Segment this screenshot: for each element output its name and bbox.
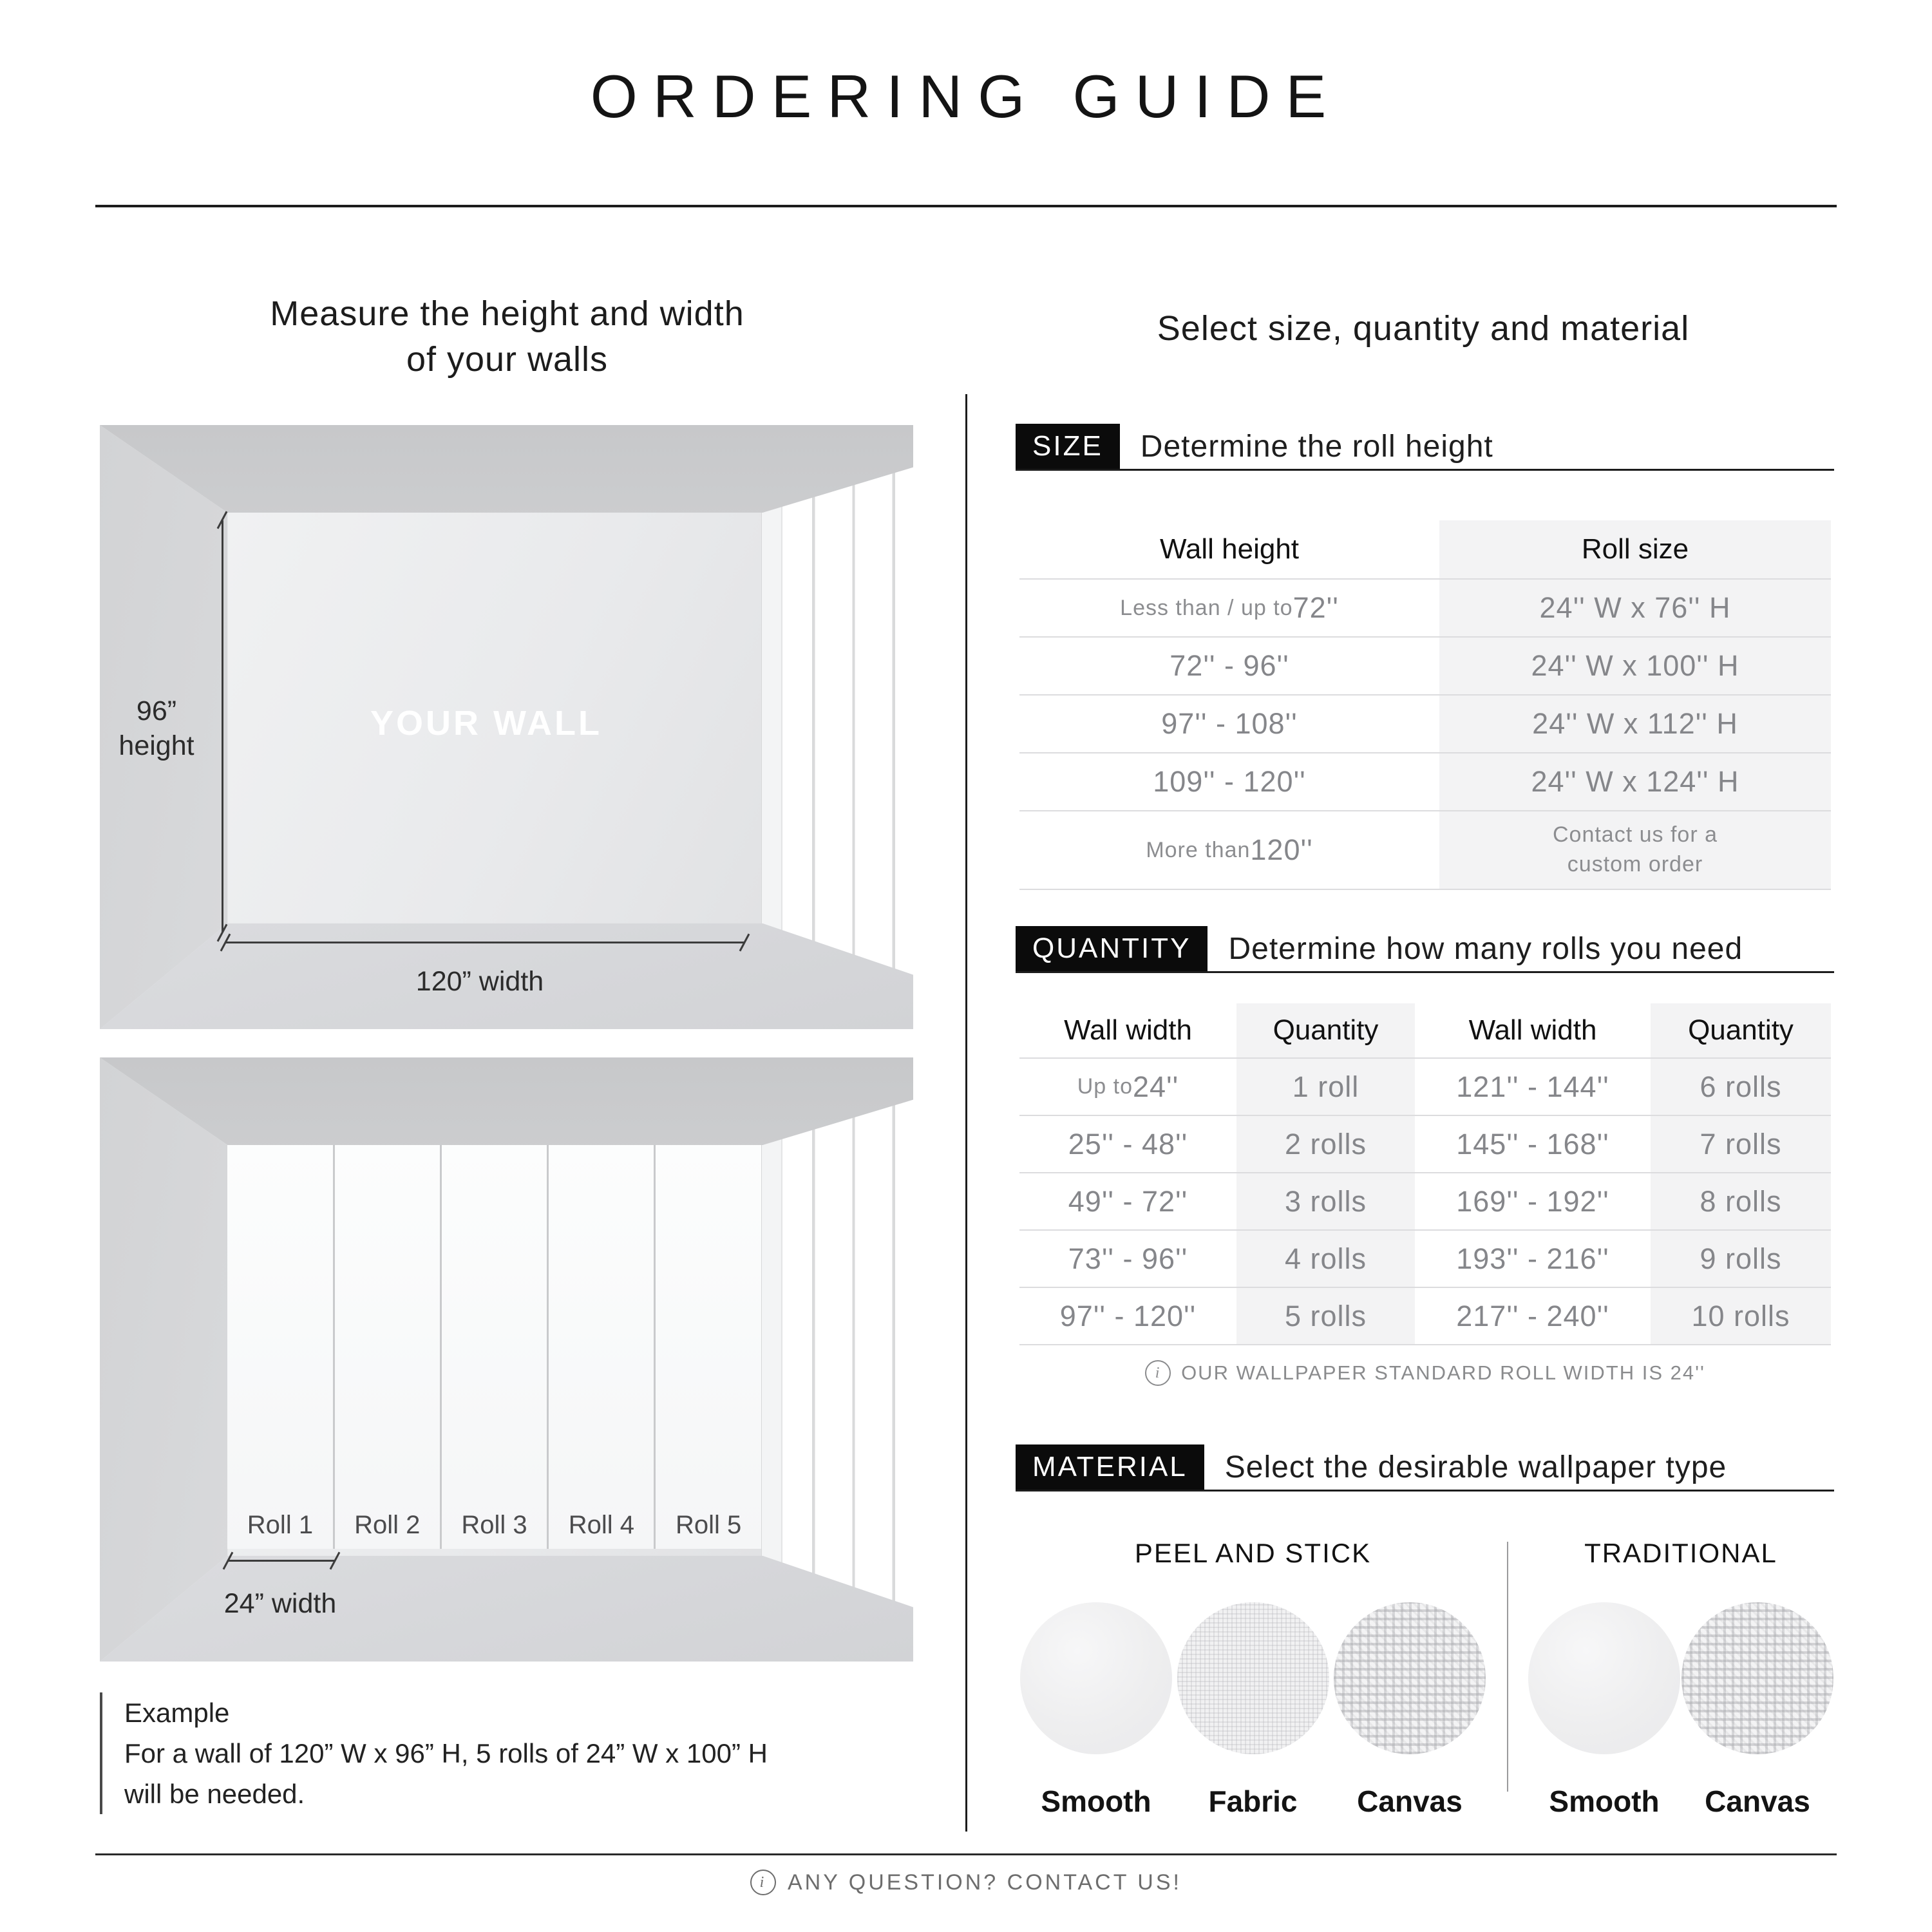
traditional-swatches <box>1528 1602 1834 1819</box>
quantity-table-row <box>1019 1172 1831 1229</box>
quantity-cell: 10 rolls <box>1651 1288 1831 1344</box>
wall-width-cell: 121'' - 144'' <box>1456 1070 1609 1103</box>
roll-panel <box>549 1145 654 1549</box>
wall-height-value: 72'' <box>1293 591 1339 624</box>
info-icon: i <box>750 1870 776 1895</box>
material-badge: MATERIAL <box>1016 1444 1204 1490</box>
fabric-texture-swatch <box>1177 1602 1329 1754</box>
quantity-badge: QUANTITY <box>1016 926 1208 971</box>
window-illustration <box>775 1070 913 1643</box>
material-label: Fabric <box>1208 1785 1298 1818</box>
wall-height-value: 109'' - 120'' <box>1153 765 1306 798</box>
wall-width-cell: 49'' - 72'' <box>1068 1184 1188 1218</box>
canvas-texture-swatch <box>1334 1602 1486 1754</box>
quantity-section-header <box>1016 926 1834 973</box>
wallpaper-roll-panels <box>227 1145 761 1549</box>
quantity-cell: 3 rolls <box>1236 1173 1415 1229</box>
material-option-fabric <box>1177 1602 1330 1819</box>
material-option-canvas <box>1333 1602 1486 1819</box>
size-col-roll-size: Roll size <box>1439 520 1831 578</box>
top-divider-line <box>95 205 1837 207</box>
wall-height-cell <box>1019 696 1439 752</box>
roll-panel <box>227 1145 332 1549</box>
window-jamb <box>761 1124 782 1571</box>
wall-height-cell <box>1019 580 1439 636</box>
quantity-table <box>1019 1003 1831 1345</box>
material-label: Canvas <box>1705 1785 1810 1818</box>
quantity-cell: 4 rolls <box>1236 1231 1415 1287</box>
height-dimension-label <box>100 694 213 764</box>
material-option-smooth <box>1528 1602 1681 1819</box>
quantity-cell: 1 roll <box>1236 1059 1415 1115</box>
roll-panel <box>442 1145 547 1549</box>
roll-size-cell: 24'' W x 100'' H <box>1439 638 1831 694</box>
material-label: Smooth <box>1041 1785 1151 1818</box>
peel-and-stick-title: PEEL AND STICK <box>1134 1538 1372 1568</box>
left-heading-line1: Measure the height and width <box>270 294 744 333</box>
material-option-canvas <box>1681 1602 1834 1819</box>
material-label: Smooth <box>1549 1785 1660 1818</box>
qty-col-quantity-2: Quantity <box>1651 1003 1831 1057</box>
roll-width-dimension-line <box>227 1560 336 1562</box>
left-column-heading <box>100 291 914 383</box>
qty-col-wall-width-2: Wall width <box>1468 1014 1597 1046</box>
footer-text: ANY QUESTION? CONTACT US! <box>788 1870 1182 1895</box>
qty-col-wall-width-1: Wall width <box>1064 1014 1192 1046</box>
roll-panel <box>335 1145 440 1549</box>
roll-label: Roll 4 <box>568 1510 634 1539</box>
size-table <box>1019 520 1831 890</box>
roll-width-note-text: OUR WALLPAPER STANDARD ROLL WIDTH IS 24'' <box>1181 1361 1705 1384</box>
wall-height-value: 72'' - 96'' <box>1170 649 1289 682</box>
quantity-cell: 5 rolls <box>1236 1288 1415 1344</box>
quantity-table-header-row <box>1019 1003 1831 1057</box>
your-wall-label: YOUR WALL <box>370 704 602 743</box>
quantity-table-row <box>1019 1115 1831 1172</box>
height-dimension-line <box>222 520 223 933</box>
smooth-texture-swatch <box>1020 1602 1172 1754</box>
qty-col-quantity-1: Quantity <box>1236 1003 1415 1057</box>
wall-width-cell: 193'' - 216'' <box>1456 1242 1609 1275</box>
roll-size-cell <box>1439 811 1831 889</box>
peel-and-stick-group <box>1019 1538 1486 1819</box>
material-subtitle: Select the desirable wallpaper type <box>1224 1450 1727 1484</box>
info-icon: i <box>1145 1360 1171 1386</box>
roll-width-dimension-label: 24” width <box>223 1588 337 1619</box>
size-table-row <box>1019 578 1831 636</box>
quantity-cell: 8 rolls <box>1651 1173 1831 1229</box>
wall-width-cell: 145'' - 168'' <box>1456 1127 1609 1160</box>
custom-order-text: Contact us for a custom order <box>1552 822 1718 876</box>
wall-width-cell: 97'' - 120'' <box>1059 1299 1197 1332</box>
size-table-row <box>1019 752 1831 810</box>
roll-label: Roll 5 <box>675 1510 742 1539</box>
example-note <box>100 1692 897 1814</box>
roll-label: Roll 1 <box>247 1510 314 1539</box>
material-option-smooth <box>1019 1602 1173 1819</box>
roll-width-note <box>1019 1360 1831 1386</box>
quantity-subtitle: Determine how many rolls you need <box>1228 931 1743 966</box>
size-table-row <box>1019 810 1831 890</box>
room-illustration-measure <box>100 425 913 1029</box>
smooth-texture-swatch <box>1528 1602 1680 1754</box>
wall-width-cell: 25'' - 48'' <box>1068 1127 1188 1160</box>
roll-size-cell: 24'' W x 124'' H <box>1439 753 1831 810</box>
size-badge: SIZE <box>1016 424 1120 469</box>
traditional-group <box>1528 1538 1834 1819</box>
quantity-table-row <box>1019 1229 1831 1287</box>
left-heading-line2: of your walls <box>406 340 609 379</box>
wall-height-prefix: Less than / up to <box>1120 595 1293 620</box>
right-column-heading: Select size, quantity and material <box>1157 309 1690 348</box>
quantity-table-row <box>1019 1287 1831 1345</box>
wall-height-cell <box>1019 753 1439 810</box>
roll-panel <box>656 1145 761 1549</box>
wall-width-cell: 73'' - 96'' <box>1068 1242 1188 1275</box>
width-dimension-label: 120” width <box>415 966 544 997</box>
size-section-header <box>1016 424 1834 471</box>
wall-width-cell: 217'' - 240'' <box>1456 1299 1609 1332</box>
size-col-wall-height: Wall height <box>1159 533 1300 565</box>
quantity-cell: 2 rolls <box>1236 1116 1415 1172</box>
size-subtitle: Determine the roll height <box>1140 429 1493 464</box>
wall-height-prefix: More than <box>1146 837 1251 862</box>
wall-width-prefix: Up to <box>1077 1074 1133 1099</box>
column-divider-line <box>965 394 967 1832</box>
width-dimension-line <box>225 942 745 943</box>
size-table-row <box>1019 636 1831 694</box>
room-illustration-rolls <box>100 1057 913 1662</box>
window-jamb <box>761 491 782 938</box>
window-illustration <box>775 437 913 1011</box>
canvas-texture-swatch <box>1681 1602 1833 1754</box>
roll-label: Roll 2 <box>354 1510 421 1539</box>
material-options <box>1019 1538 1834 1819</box>
wall-width-cell: 169'' - 192'' <box>1456 1184 1609 1218</box>
quantity-cell: 9 rolls <box>1651 1231 1831 1287</box>
quantity-table-row <box>1019 1057 1831 1115</box>
material-group-divider <box>1507 1542 1508 1792</box>
example-line1: For a wall of 120” W x 96” H, 5 rolls of 24” W x 100” H <box>124 1738 768 1768</box>
wall-width-value: 24'' <box>1133 1070 1179 1103</box>
page-title: ORDERING GUIDE <box>590 62 1342 130</box>
height-word: height <box>118 730 194 761</box>
height-value: 96” <box>136 696 177 726</box>
size-table-header-row <box>1019 520 1831 578</box>
material-label: Canvas <box>1357 1785 1463 1818</box>
roll-size-cell: 24'' W x 76'' H <box>1439 580 1831 636</box>
quantity-cell: 6 rolls <box>1651 1059 1831 1115</box>
roll-label: Roll 3 <box>461 1510 527 1539</box>
quantity-cell: 7 rolls <box>1651 1116 1831 1172</box>
example-title: Example <box>124 1698 230 1728</box>
size-table-row <box>1019 694 1831 752</box>
wall-height-value: 120'' <box>1250 833 1313 866</box>
wall-height-cell <box>1019 638 1439 694</box>
peel-and-stick-swatches <box>1019 1602 1486 1819</box>
footer-divider-line <box>95 1853 1837 1855</box>
footer <box>0 1870 1932 1895</box>
roll-size-cell: 24'' W x 112'' H <box>1439 696 1831 752</box>
traditional-title: TRADITIONAL <box>1584 1538 1777 1568</box>
wall-width-cell <box>1019 1059 1236 1115</box>
material-section-header <box>1016 1444 1834 1492</box>
example-line2: will be needed. <box>124 1779 305 1809</box>
wall-height-value: 97'' - 108'' <box>1161 707 1298 740</box>
wall-height-cell <box>1019 811 1439 889</box>
